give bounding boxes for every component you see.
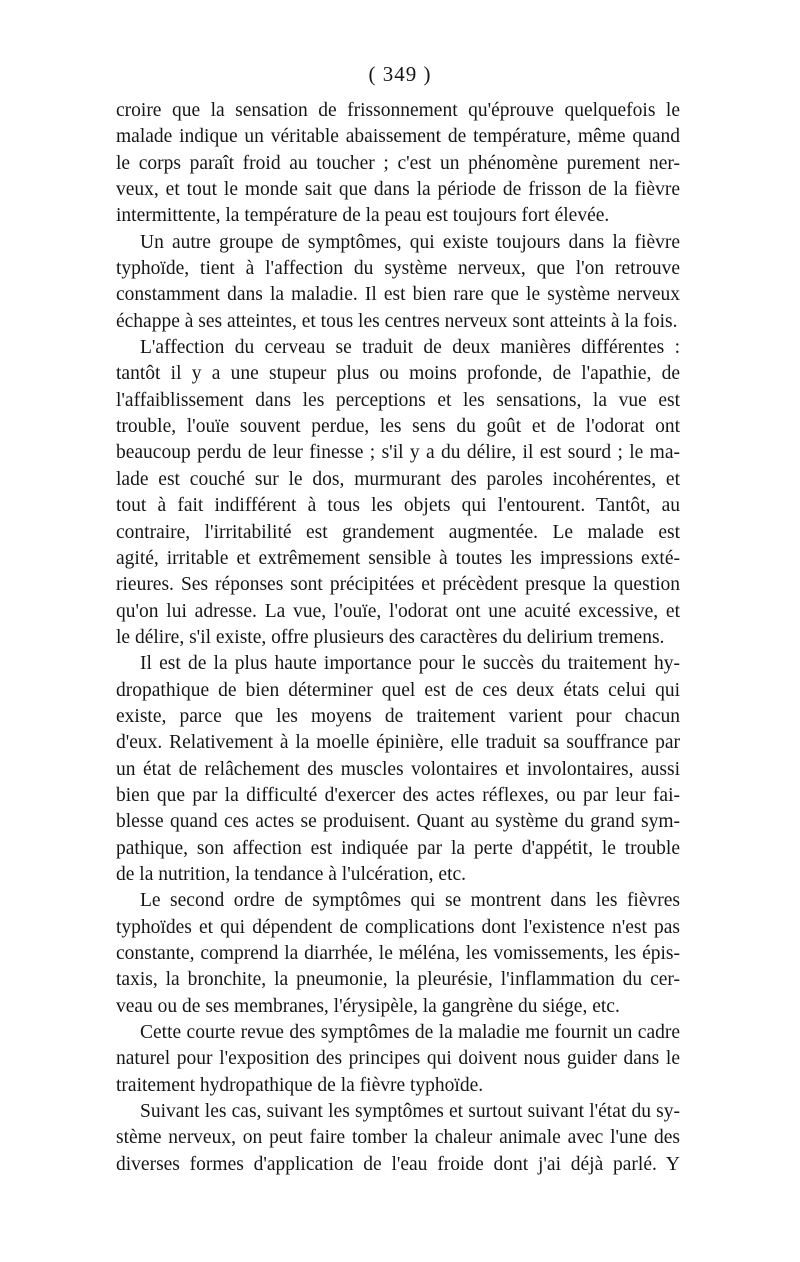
text-line: un état de relâchement des muscles volontaires et involontaires, aussi bbox=[116, 758, 680, 780]
paragraph bbox=[116, 651, 680, 888]
text-line: l'affaiblissement dans les perceptions et les sensations, la vue est bbox=[116, 389, 680, 411]
text-line: taxis, la bronchite, la pneumonie, la pleurésie, l'inflammation du cer- bbox=[116, 969, 680, 991]
text-line: trouble, l'ouïe souvent perdue, les sens du goût et de l'odorat ont bbox=[116, 416, 680, 438]
text-line: le corps paraît froid au toucher ; c'est un phénomène purement ner- bbox=[116, 152, 680, 174]
text-line: Suivant les cas, suivant les symptômes et surtout suivant l'état du sy- bbox=[140, 1101, 680, 1123]
text-line: de la nutrition, la tendance à l'ulcération, etc. bbox=[116, 863, 467, 885]
text-line: Le second ordre de symptômes qui se montrent dans les fièvres bbox=[140, 890, 680, 912]
paragraph bbox=[116, 335, 680, 651]
text-line: qu'on lui adresse. La vue, l'ouïe, l'odorat ont une acuité excessive, et bbox=[116, 600, 680, 622]
paragraph bbox=[116, 1020, 680, 1099]
paragraph bbox=[116, 98, 680, 230]
text-line: pathique, son affection est indiquée par la perte d'appétit, le trouble bbox=[116, 837, 680, 859]
text-line: blesse quand ces actes se produisent. Quant au système du grand sym- bbox=[116, 811, 680, 833]
text-line: Un autre groupe de symptômes, qui existe toujours dans la fièvre bbox=[140, 231, 680, 253]
paragraph bbox=[116, 1099, 680, 1178]
text-line: croire que la sensation de frissonnement qu'éprouve quelquefois le bbox=[116, 100, 680, 121]
text-line: beaucoup perdu de leur finesse ; s'il y a du délire, il est sourd ; le ma- bbox=[116, 442, 680, 464]
text-line: constamment dans la maladie. Il est bien rare que le système nerveux bbox=[116, 284, 680, 306]
text-line: lade est couché sur le dos, murmurant des paroles incohérentes, et bbox=[116, 468, 680, 490]
page-number: ( 349 ) bbox=[368, 62, 432, 86]
text-line: le délire, s'il existe, offre plusieurs des caractères du delirium tremens. bbox=[116, 626, 665, 648]
text-line: contraire, l'irritabilité est grandement augmentée. Le malade est bbox=[116, 521, 680, 543]
text-line: bien que par la difficulté d'exercer des actes réflexes, ou par leur fai- bbox=[116, 784, 680, 806]
text-line: Il est de la plus haute importance pour le succès du traitement hy- bbox=[140, 653, 680, 675]
paragraph bbox=[116, 888, 680, 1020]
body-text bbox=[116, 98, 680, 1178]
text-line: diverses formes d'application de l'eau froide dont j'ai déjà parlé. Y bbox=[116, 1153, 680, 1175]
text-line: naturel pour l'exposition des principes qui doivent nous guider dans le bbox=[116, 1048, 680, 1070]
text-line: typhoïdes et qui dépendent de complications dont l'existence n'est pas bbox=[116, 916, 680, 938]
text-line: veux, et tout le monde sait que dans la période de frisson de la fièvre bbox=[116, 179, 680, 201]
text-line: échappe à ses atteintes, et tous les centres nerveux sont atteints à la fois. bbox=[116, 310, 678, 332]
text-line: veau ou de ses membranes, l'érysipèle, la gangrène du siége, etc. bbox=[116, 995, 620, 1017]
text-line: typhoïde, tient à l'affection du système nerveux, que l'on retrouve bbox=[116, 258, 680, 280]
text-line: tantôt il y a une stupeur plus ou moins profonde, de l'apathie, de bbox=[116, 363, 680, 385]
text-line: dropathique de bien déterminer quel est de ces deux états celui qui bbox=[116, 679, 680, 701]
text-line: agité, irritable et extrêmement sensible à toutes les impressions exté- bbox=[116, 547, 680, 569]
text-line: stème nerveux, on peut faire tomber la chaleur animale avec l'une des bbox=[116, 1127, 680, 1149]
text-line: traitement hydropathique de la fièvre typhoïde. bbox=[116, 1074, 484, 1096]
text-line: rieures. Ses réponses sont précipitées et précèdent presque la question bbox=[116, 574, 680, 596]
text-line: intermittente, la température de la peau est toujours fort élevée. bbox=[116, 205, 610, 227]
text-line: d'eux. Relativement à la moelle épinière, elle traduit sa souffrance par bbox=[116, 732, 680, 754]
text-line: constante, comprend la diarrhée, le méléna, les vomissements, les épis- bbox=[116, 943, 680, 964]
text-line: existe, parce que les moyens de traitement varient pour chacun bbox=[116, 705, 680, 727]
text-line: L'affection du cerveau se traduit de deux manières différentes : bbox=[140, 337, 680, 359]
text-line: Cette courte revue des symptômes de la maladie me fournit un cadre bbox=[140, 1022, 680, 1044]
paragraph bbox=[116, 230, 680, 335]
text-line: tout à fait indifférent à tous les objets qui l'entourent. Tantôt, au bbox=[116, 495, 680, 517]
text-line: malade indique un véritable abaissement de température, même quand bbox=[116, 126, 680, 148]
